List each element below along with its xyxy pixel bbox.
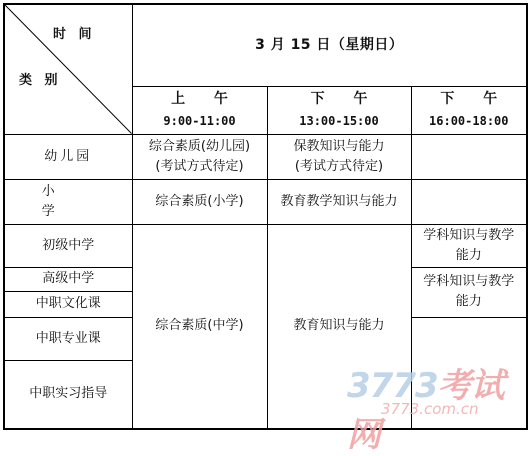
kindergarten-afternoon1-subject-line1: 保教知识与能力 [293, 138, 385, 154]
kindergarten-afternoon2-empty [411, 134, 527, 179]
period-afternoon2-time: 16:00-18:00 [429, 114, 509, 128]
corner-time-label: 时 间 [53, 27, 96, 42]
watermark-logo-word: 考试网 [347, 366, 504, 455]
kindergarten-afternoon1-subject-line2: (考试方式待定) [294, 158, 384, 174]
period-afternoon1-header [267, 86, 411, 134]
kindergarten-morning-subject-line1: 综合素质(幼儿园) [148, 138, 251, 154]
category-vocational-culture: 中职文化课 [4, 291, 132, 317]
period-morning-name: 上 午 [171, 91, 240, 107]
category-kindergarten: 幼儿园 [4, 134, 132, 179]
header-corner-cell [4, 4, 132, 134]
primary-morning-subject: 综合素质(小学) [132, 179, 267, 224]
category-vocational-practice: 中职实习指导 [4, 360, 132, 429]
junior-high-afternoon2-subject [411, 224, 527, 267]
kindergarten-afternoon1-subject [267, 134, 411, 179]
senior-high-afternoon2-subject [411, 267, 527, 317]
junior-high-afternoon2-line1: 学科知识与教学 [423, 227, 515, 243]
senior-high-afternoon2-line2: 能力 [455, 294, 482, 309]
category-vocational-major: 中职专业课 [4, 317, 132, 360]
kindergarten-morning-subject-line2: (考试方式待定) [155, 158, 244, 174]
table-row-kindergarten [4, 134, 527, 179]
table-row-junior-high [4, 224, 527, 267]
watermark-url: 3773.com.cn [381, 400, 479, 418]
period-afternoon2-header [411, 86, 527, 134]
junior-high-afternoon2-line2: 能力 [455, 247, 482, 263]
secondary-morning-subject: 综合素质(中学) [132, 224, 267, 429]
period-afternoon1-time: 13:00-15:00 [299, 114, 379, 128]
senior-high-afternoon2-line1: 学科知识与教学 [423, 274, 515, 289]
exam-date-header: 3 月 15 日（星期日） [132, 4, 527, 86]
period-afternoon1-name: 下 午 [310, 91, 380, 107]
secondary-afternoon1-subject: 教育知识与能力 [267, 224, 411, 429]
table-row-primary [4, 179, 527, 224]
header-row-date [4, 4, 527, 86]
period-morning-time: 9:00-11:00 [163, 114, 236, 128]
category-senior-high: 高级中学 [4, 267, 132, 291]
category-primary: 小 学 [4, 179, 132, 224]
corner-category-label: 类 别 [19, 73, 62, 88]
watermark-logo-number: 3773 [347, 366, 438, 406]
primary-afternoon2-empty [411, 179, 527, 224]
site-watermark [345, 358, 525, 455]
primary-afternoon1-subject: 教育教学知识与能力 [267, 179, 411, 224]
category-junior-high: 初级中学 [4, 224, 132, 267]
kindergarten-morning-subject [132, 134, 267, 179]
period-morning-header [132, 86, 267, 134]
period-afternoon2-name: 下 午 [440, 91, 510, 107]
